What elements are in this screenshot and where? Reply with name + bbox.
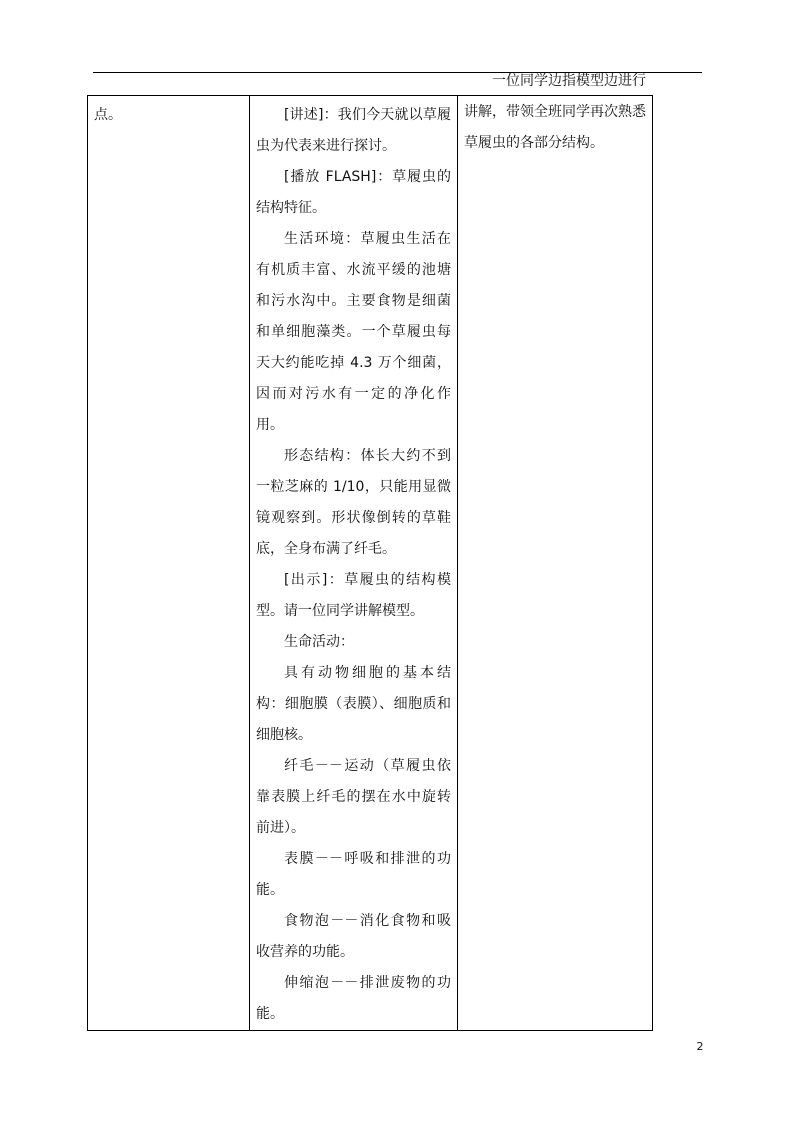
paragraph-habitat: 生活环境：草履虫生活在有机质丰富、水流平缓的池塘和污水沟中。主要食物是细菌和单细胞藻类。一个草履虫每天大约能吃掉 4.3 万个细菌，因而对污水有一定的净化作用。 xyxy=(256,231,451,433)
paragraph-lecture: [讲述]：我们今天就以草履虫为代表来进行探讨。 xyxy=(256,107,451,154)
paragraph-show-model: [出示]：草履虫的结构模型。请一位同学讲解模型。 xyxy=(256,572,451,619)
paragraph-cilia: 纤毛－－运动（草履虫依靠表膜上纤毛的摆在水中旋转前进）。 xyxy=(256,758,451,836)
paragraph-life-activities: 生命活动： xyxy=(284,634,354,650)
paragraph-food-vacuole: 食物泡－－消化食物和吸收营养的功能。 xyxy=(256,913,451,960)
table-row xyxy=(88,96,653,1031)
lesson-table xyxy=(87,73,653,1031)
paragraph-cell-structure: 具有动物细胞的基本结构：细胞膜（表膜）、细胞质和细胞核。 xyxy=(256,665,451,743)
paragraph-morphology: 形态结构：体长大约不到一粒芝麻的 1/10，只能用显微镜观察到。形状像倒转的草鞋底，全身布满了纤毛。 xyxy=(256,448,451,557)
page-number: 2 xyxy=(696,1040,704,1053)
paragraph-flash: [播放 FLASH]：草履虫的结构特征。 xyxy=(256,169,451,216)
col1-text: 点。 xyxy=(94,107,122,123)
table-cell-col1 xyxy=(88,96,250,1031)
table-cell-col3 xyxy=(458,73,653,1031)
paragraph-contractile-vacuole: 伸缩泡－－排泄废物的功能。 xyxy=(256,975,451,1022)
paragraph-pellicle: 表膜－－呼吸和排泄的功能。 xyxy=(256,851,451,898)
table-cell-col2 xyxy=(250,96,458,1031)
student-activity-text: 一位同学边指模型边进行讲解，带领全班同学再次熟悉草履虫的各部分结构。 xyxy=(464,73,646,151)
